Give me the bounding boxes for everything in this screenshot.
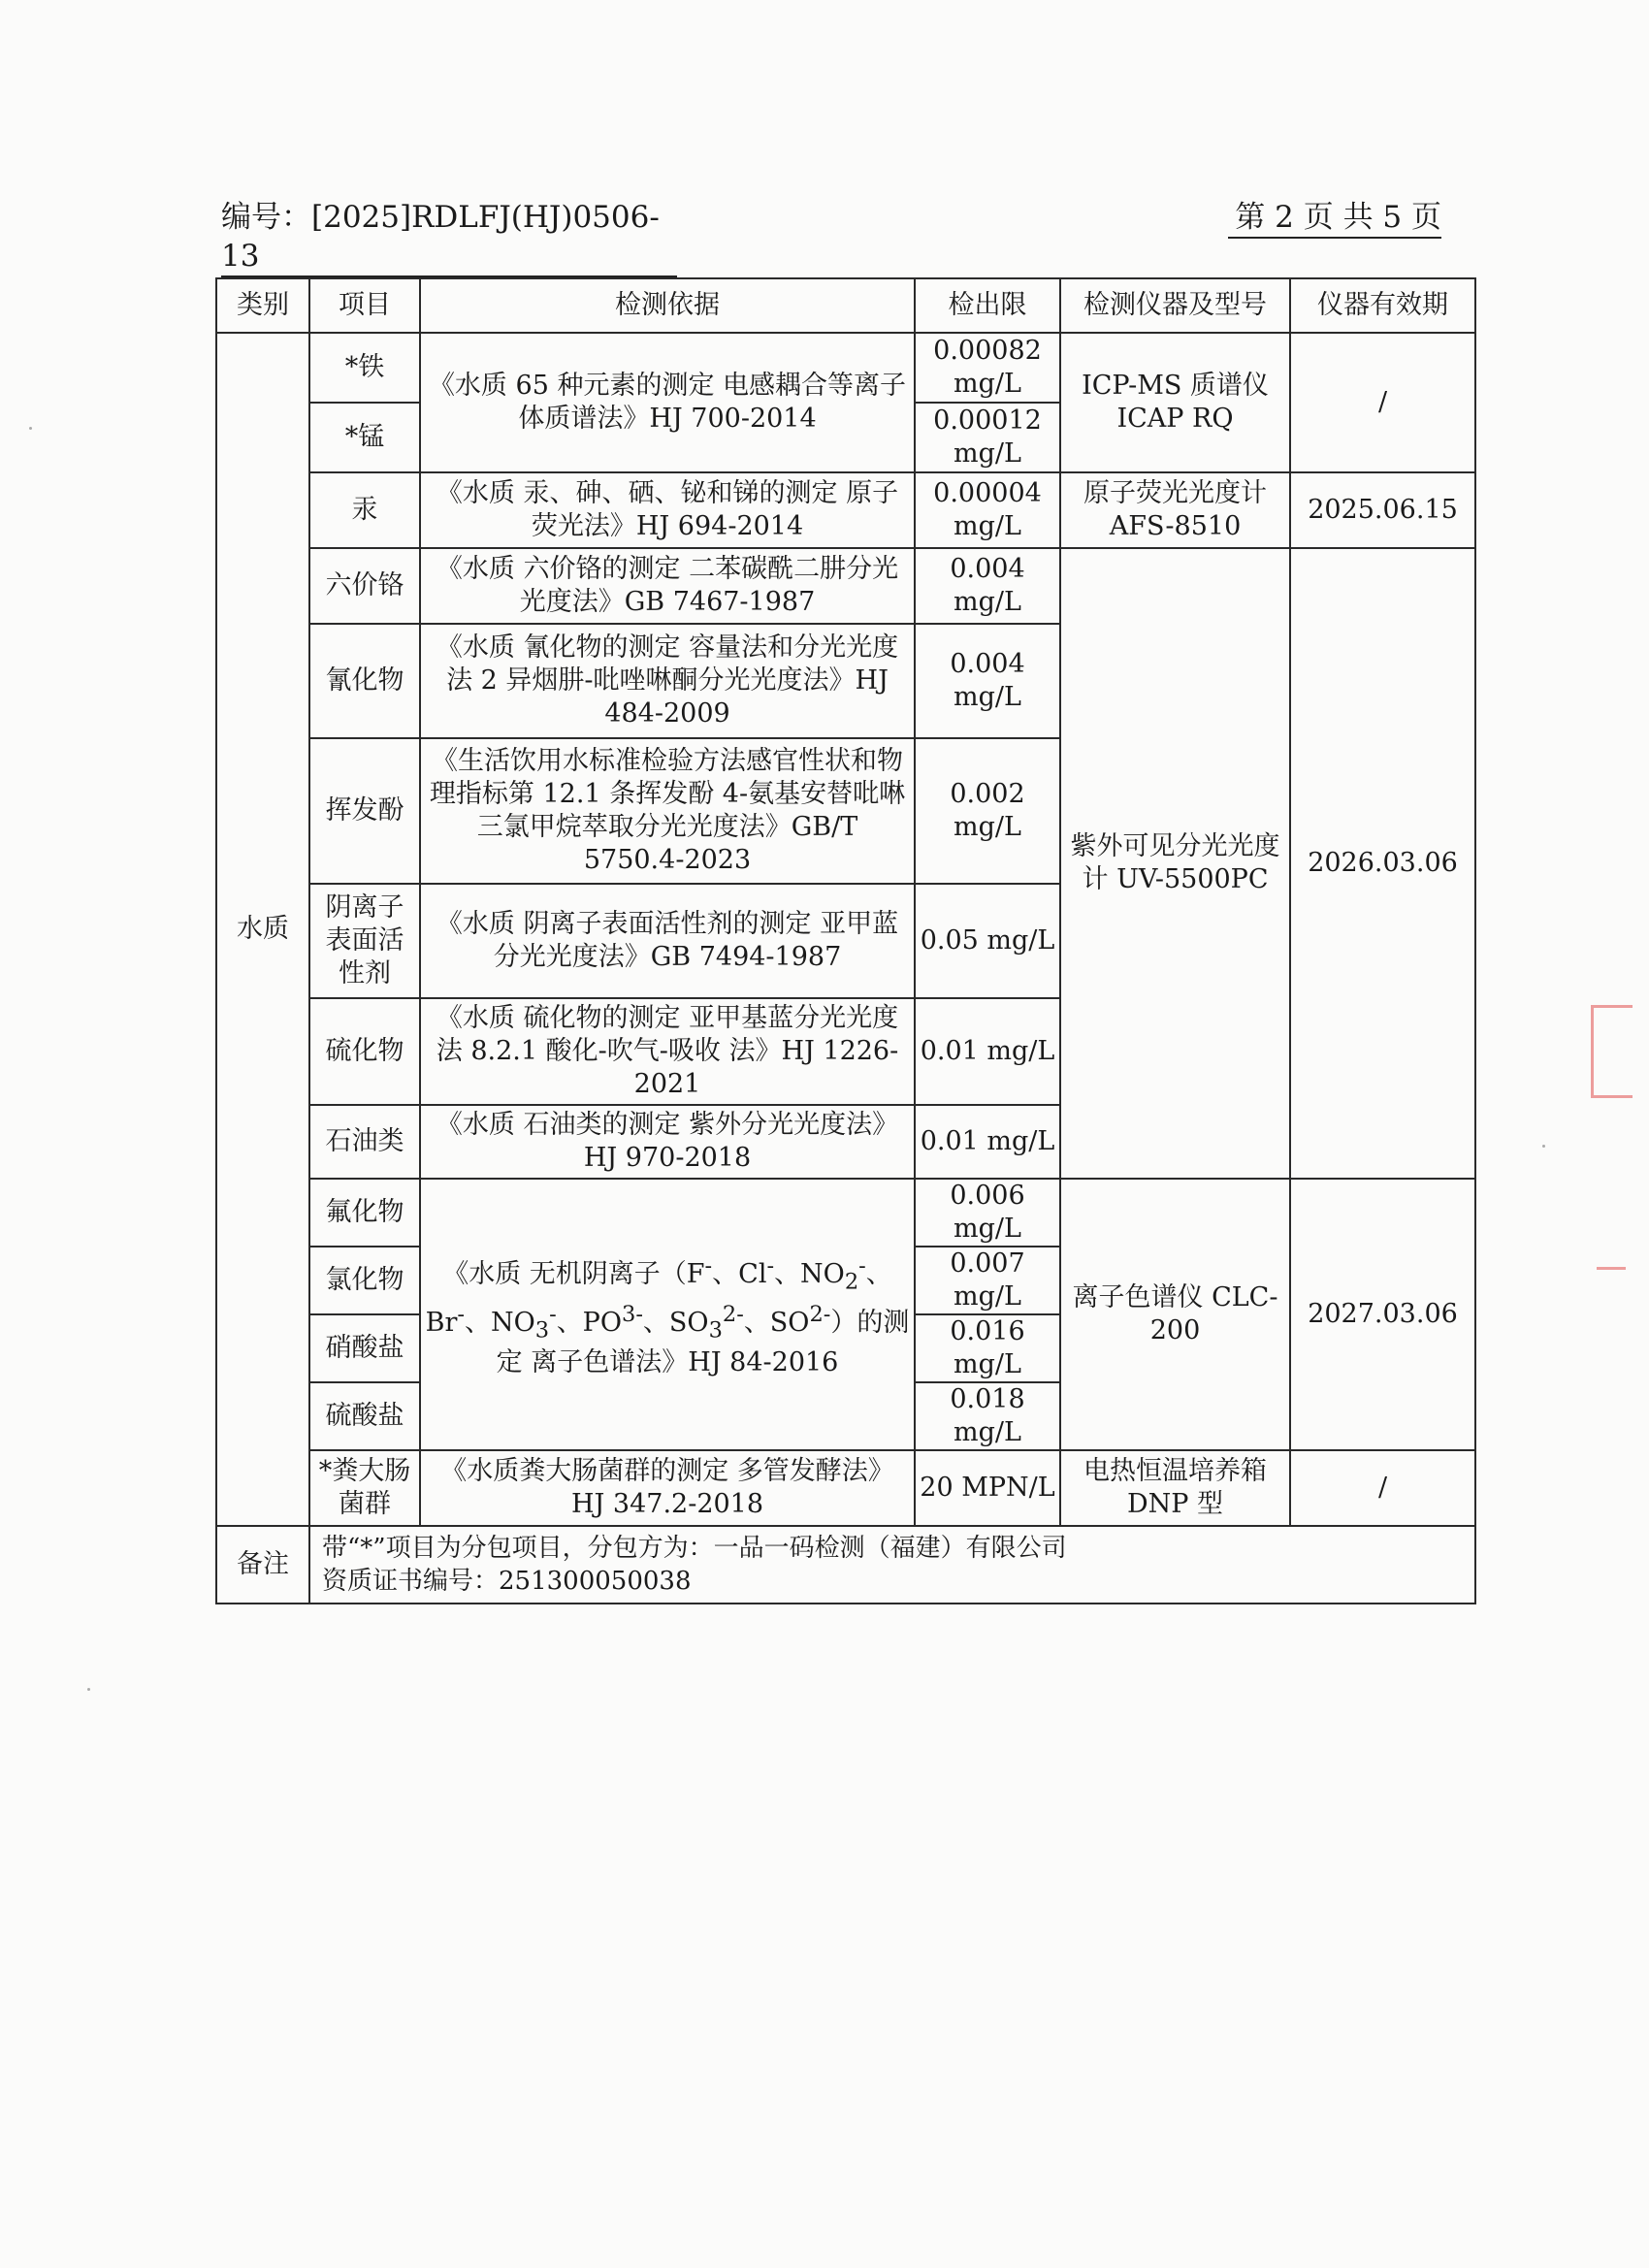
- method-cell: 《水质 石油类的测定 紫外分光光度法》HJ 970-2018: [420, 1105, 915, 1179]
- item-cell: 氯化物: [309, 1247, 420, 1314]
- instrument-cell: ICP-MS 质谱仪 ICAP RQ: [1060, 333, 1290, 472]
- limit-cell: 0.01 mg/L: [915, 998, 1060, 1105]
- item-cell: 汞: [309, 472, 420, 548]
- validity-cell: /: [1290, 333, 1475, 472]
- test-method-table: [215, 277, 1476, 1604]
- table-row: [216, 472, 1475, 548]
- instrument-cell: 原子荧光光度计 AFS-8510: [1060, 472, 1290, 548]
- col-header-category: 类别: [216, 278, 309, 333]
- item-cell: 氰化物: [309, 624, 420, 738]
- col-header-instrument: 检测仪器及型号: [1060, 278, 1290, 333]
- limit-cell: 0.016 mg/L: [915, 1314, 1060, 1382]
- page-info: 第 2 页 共 5 页: [1228, 198, 1441, 239]
- validity-cell: 2025.06.15: [1290, 472, 1475, 548]
- col-header-method: 检测依据: [420, 278, 915, 333]
- red-seal-fragment-top: [1591, 1005, 1633, 1098]
- col-header-validity: 仪器有效期: [1290, 278, 1475, 333]
- method-cell: 《水质 汞、砷、硒、铋和锑的测定 原子荧光法》HJ 694-2014: [420, 472, 915, 548]
- category-cell: 水质: [216, 333, 309, 1526]
- instrument-cell: 电热恒温培养箱 DNP 型: [1060, 1450, 1290, 1526]
- item-cell: 硫化物: [309, 998, 420, 1105]
- limit-cell: 0.00082 mg/L: [915, 333, 1060, 403]
- remark-content: [309, 1526, 1475, 1604]
- limit-cell: 0.004 mg/L: [915, 548, 1060, 624]
- item-cell: *铁: [309, 333, 420, 403]
- limit-cell: 0.00012 mg/L: [915, 403, 1060, 472]
- item-cell: *粪大肠菌群: [309, 1450, 420, 1526]
- document-number: 编号：[2025]RDLFJ(HJ)0506-13: [221, 198, 677, 277]
- remark-line-certificate: 资质证书编号：251300050038: [322, 1567, 692, 1596]
- limit-cell: 0.004 mg/L: [915, 624, 1060, 738]
- table-row: [216, 1450, 1475, 1526]
- scan-speck: [87, 1688, 90, 1691]
- remark-label: 备注: [216, 1526, 309, 1604]
- limit-cell: 20 MPN/L: [915, 1450, 1060, 1526]
- method-cell: 《生活饮用水标准检验方法感官性状和物理指标第 12.1 条挥发酚 4-氨基安替吡啉三氯甲烷萃取分光光度法》GB/T 5750.4-2023: [420, 738, 915, 884]
- method-cell: 《水质 阴离子表面活性剂的测定 亚甲蓝分光光度法》GB 7494-1987: [420, 884, 915, 998]
- item-cell: 硝酸盐: [309, 1314, 420, 1382]
- item-cell: 氟化物: [309, 1179, 420, 1247]
- method-cell: 《水质 六价铬的测定 二苯碳酰二肼分光光度法》GB 7467-1987: [420, 548, 915, 624]
- limit-cell: 0.01 mg/L: [915, 1105, 1060, 1179]
- table-row: [216, 1179, 1475, 1247]
- instrument-cell: 紫外可见分光光度计 UV-5500PC: [1060, 548, 1290, 1179]
- validity-cell: 2026.03.06: [1290, 548, 1475, 1179]
- limit-cell: 0.018 mg/L: [915, 1382, 1060, 1450]
- item-cell: 硫酸盐: [309, 1382, 420, 1450]
- limit-cell: 0.00004 mg/L: [915, 472, 1060, 548]
- col-header-item: 项目: [309, 278, 420, 333]
- item-cell: 挥发酚: [309, 738, 420, 884]
- item-cell: 石油类: [309, 1105, 420, 1179]
- limit-cell: 0.006 mg/L: [915, 1179, 1060, 1247]
- limit-cell: 0.007 mg/L: [915, 1247, 1060, 1314]
- scan-speck: [1542, 1145, 1545, 1148]
- table-header-row: [216, 278, 1475, 333]
- limit-cell: 0.002 mg/L: [915, 738, 1060, 884]
- item-cell: 六价铬: [309, 548, 420, 624]
- col-header-limit: 检出限: [915, 278, 1060, 333]
- validity-cell: 2027.03.06: [1290, 1179, 1475, 1450]
- method-cell: 《水质 硫化物的测定 亚甲基蓝分光光度法 8.2.1 酸化-吹气-吸收 法》HJ 1226-2021: [420, 998, 915, 1105]
- method-cell: 《水质 65 种元素的测定 电感耦合等离子体质谱法》HJ 700-2014: [420, 333, 915, 472]
- scan-speck: [29, 427, 32, 430]
- remark-line-subcontract: 带“*”项目为分包项目，分包方为：一品一码检测（福建）有限公司: [322, 1534, 1067, 1563]
- method-cell-anions: 《水质 无机阴离子（F-、Cl-、$NO_2^-$、Br-、$NO_3^-$、$PO^{3-}$、$SO_3^{2-}$、$SO^{2-}$）的测定 离子色谱法》HJ 84-2016: [420, 1179, 915, 1450]
- method-cell: 《水质 氰化物的测定 容量法和分光光度法 2 异烟肼-吡唑啉酮分光光度法》HJ 484-2009: [420, 624, 915, 738]
- item-cell: 阴离子表面活性剂: [309, 884, 420, 998]
- remark-row: [216, 1526, 1475, 1604]
- table-row: [216, 333, 1475, 403]
- table-row: [216, 548, 1475, 624]
- instrument-cell: 离子色谱仪 CLC-200: [1060, 1179, 1290, 1450]
- validity-cell: /: [1290, 1450, 1475, 1526]
- item-cell: *锰: [309, 403, 420, 472]
- method-cell: 《水质粪大肠菌群的测定 多管发酵法》HJ 347.2-2018: [420, 1450, 915, 1526]
- limit-cell: 0.05 mg/L: [915, 884, 1060, 998]
- red-seal-fragment-bottom: [1597, 1170, 1626, 1270]
